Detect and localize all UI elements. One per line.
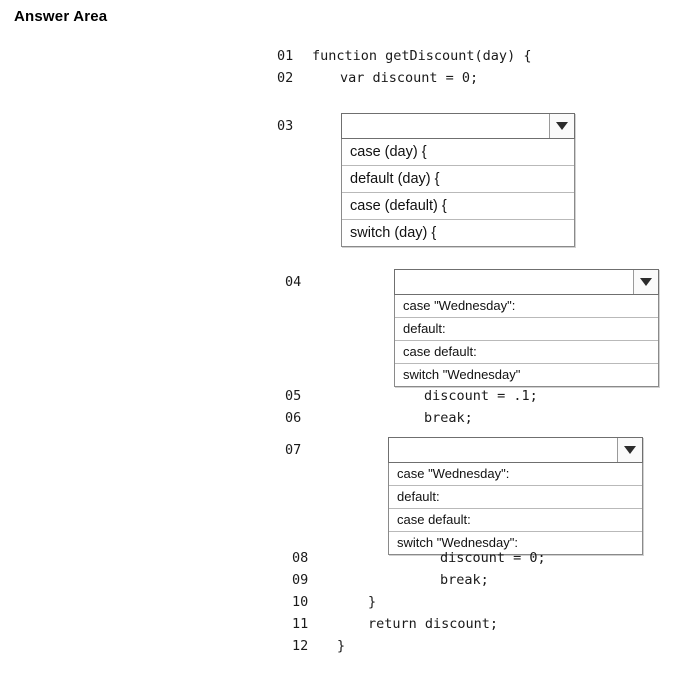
line-number-02: 02 bbox=[277, 70, 294, 86]
code-text-02: var discount = 0; bbox=[340, 70, 479, 86]
line-number-01: 01 bbox=[277, 48, 294, 64]
code-text-09: break; bbox=[440, 572, 489, 588]
dropdown-option[interactable]: case default: bbox=[389, 508, 642, 531]
dropdown-option[interactable]: switch (day) { bbox=[342, 219, 574, 246]
line-number-12: 12 bbox=[292, 638, 309, 654]
code-text-05: discount = .1; bbox=[424, 388, 538, 404]
line-number-07: 07 bbox=[285, 442, 302, 458]
dropdown-option[interactable]: case default: bbox=[395, 340, 658, 363]
dropdown-option[interactable]: default: bbox=[389, 485, 642, 508]
chevron-down-icon[interactable] bbox=[633, 270, 658, 294]
line-number-09: 09 bbox=[292, 572, 309, 588]
dropdown-line-03-box[interactable] bbox=[341, 113, 575, 139]
code-text-12: } bbox=[337, 638, 346, 654]
code-text-01: function getDiscount(day) { bbox=[312, 48, 532, 64]
line-number-08: 08 bbox=[292, 550, 309, 566]
line-number-10: 10 bbox=[292, 594, 309, 610]
dropdown-line-03-options[interactable] bbox=[341, 139, 575, 247]
code-text-08: discount = 0; bbox=[440, 550, 546, 566]
dropdown-option[interactable]: case "Wednesday": bbox=[403, 298, 516, 313]
dropdown-option[interactable]: case "Wednesday": bbox=[397, 466, 510, 481]
line-number-11: 11 bbox=[292, 616, 309, 632]
line-number-06: 06 bbox=[285, 410, 302, 426]
dropdown-option[interactable]: switch "Wednesday" bbox=[395, 363, 658, 386]
dropdown-line-07-options[interactable] bbox=[388, 463, 643, 555]
dropdown-option[interactable]: switch "Wednesday": bbox=[389, 531, 642, 554]
dropdown-line-04-box[interactable] bbox=[394, 269, 659, 295]
code-text-06: break; bbox=[424, 410, 473, 426]
page-title: Answer Area bbox=[14, 8, 108, 25]
dropdown-option[interactable]: default: bbox=[395, 317, 658, 340]
line-number-05: 05 bbox=[285, 388, 302, 404]
dropdown-line-07-box[interactable] bbox=[388, 437, 643, 463]
dropdown-option[interactable]: default (day) { bbox=[342, 165, 574, 192]
line-number-04: 04 bbox=[285, 274, 302, 290]
dropdown-line-04-options[interactable] bbox=[394, 295, 659, 387]
code-text-10: } bbox=[368, 594, 377, 610]
code-text-11: return discount; bbox=[368, 616, 499, 632]
line-number-03: 03 bbox=[277, 118, 294, 134]
chevron-down-icon[interactable] bbox=[617, 438, 642, 462]
chevron-down-icon[interactable] bbox=[549, 114, 574, 138]
dropdown-option[interactable]: case (day) { bbox=[350, 144, 427, 160]
dropdown-line-03[interactable] bbox=[341, 113, 575, 247]
dropdown-option[interactable]: case (default) { bbox=[342, 192, 574, 219]
dropdown-line-07[interactable] bbox=[388, 437, 643, 555]
dropdown-line-04[interactable] bbox=[394, 269, 659, 387]
